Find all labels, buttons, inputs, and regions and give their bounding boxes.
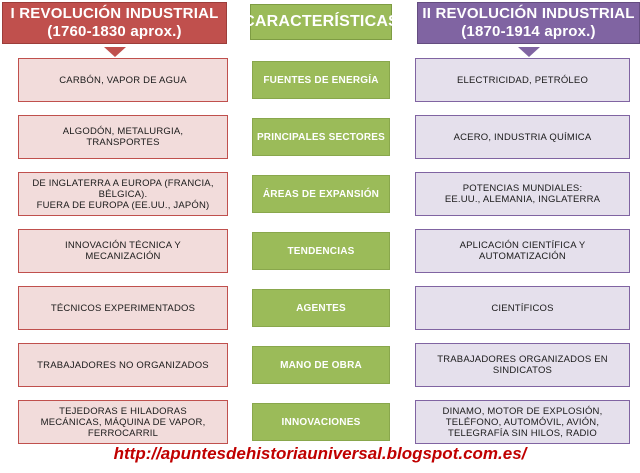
first-cell-line: BÉLGICA).	[98, 188, 148, 200]
characteristic-label: MANO DE OBRA	[280, 359, 362, 371]
arrow-first	[2, 47, 227, 57]
characteristic-cell	[252, 289, 390, 327]
first-cell-line: FERROCARRIL	[87, 427, 159, 439]
characteristic-cell	[252, 232, 390, 270]
characteristic-cell	[252, 403, 390, 441]
arrow-down-icon	[518, 47, 540, 57]
second-cell-line: SINDICATOS	[492, 365, 553, 376]
first-cell	[18, 400, 228, 444]
header-first-revolution	[2, 2, 227, 44]
second-cell-line: DINAMO, MOTOR DE EXPLOSIÓN,	[442, 405, 603, 417]
second-cell-line: TRABAJADORES ORGANIZADOS EN	[437, 354, 608, 365]
characteristic-label: ÁREAS DE EXPANSIÓN	[262, 188, 380, 200]
first-cell	[18, 172, 228, 216]
first-cell-line: TÉCNICOS EXPERIMENTADOS	[50, 302, 196, 314]
characteristic-label: FUENTES DE ENERGÍA	[263, 74, 379, 86]
first-cell-line: MECANIZACIÓN	[85, 251, 161, 262]
header-second-revolution	[417, 2, 640, 44]
characteristic-cell	[252, 61, 390, 99]
characteristic-label: TENDENCIAS	[287, 245, 355, 257]
characteristic-cell	[252, 175, 390, 213]
second-cell-line: POTENCIAS MUNDIALES:	[462, 183, 583, 194]
second-cell	[415, 400, 630, 444]
first-cell-line: DE INGLATERRA A EUROPA (FRANCIA,	[32, 177, 214, 189]
first-cell	[18, 343, 228, 387]
second-cell-line: AUTOMATIZACIÓN	[479, 251, 566, 262]
first-cell-line: INNOVACIÓN TÉCNICA Y	[65, 240, 181, 251]
second-cell	[415, 286, 630, 330]
arrow-second	[417, 47, 640, 57]
second-cell-line: ACERO, INDUSTRIA QUÍMICA	[453, 131, 592, 143]
first-cell-line: TRANSPORTES	[86, 137, 160, 148]
arrow-down-icon	[104, 47, 126, 57]
first-cell	[18, 58, 228, 102]
first-cell-line: FUERA DE EUROPA (EE.UU., JAPÓN)	[36, 199, 210, 211]
first-cell-line: MECÁNICAS, MÁQUINA DE VAPOR,	[40, 416, 206, 428]
second-cell-line: TELÉFONO, AUTOMÓVIL, AVIÓN,	[445, 416, 600, 428]
second-cell-line: ELECTRICIDAD, PETRÓLEO	[456, 74, 589, 86]
header-second-dates: (1870-1914 aprox.)	[461, 23, 596, 40]
characteristic-cell	[252, 118, 390, 156]
characteristic-label: INNOVACIONES	[281, 416, 361, 428]
second-cell-line: TELEGRAFÍA SIN HILOS, RADIO	[448, 427, 597, 439]
first-cell-line: CARBÓN, VAPOR DE AGUA	[59, 74, 187, 86]
first-cell	[18, 229, 228, 273]
second-cell-line: CIENTÍFICOS	[491, 302, 554, 314]
header-first-dates: (1760-1830 aprox.)	[47, 23, 182, 40]
characteristic-label: AGENTES	[296, 302, 346, 314]
second-cell	[415, 343, 630, 387]
second-cell	[415, 229, 630, 273]
header-characteristics-title: CARACTERÍSTICAS	[243, 13, 399, 30]
first-cell-line: ALGODÓN, METALURGIA,	[62, 126, 184, 137]
first-cell-line: TRABAJADORES NO ORGANIZADOS	[37, 359, 209, 371]
header-characteristics	[243, 4, 399, 40]
header-second-title: II REVOLUCIÓN INDUSTRIAL	[422, 5, 635, 22]
characteristic-label: PRINCIPALES SECTORES	[256, 131, 386, 143]
second-cell-line: APLICACIÓN CIENTÍFICA Y	[459, 240, 586, 251]
characteristic-cell	[252, 346, 390, 384]
second-cell	[415, 115, 630, 159]
first-cell	[18, 286, 228, 330]
second-cell	[415, 172, 630, 216]
first-cell	[18, 115, 228, 159]
second-cell	[415, 58, 630, 102]
header-first-title: I REVOLUCIÓN INDUSTRIAL	[10, 5, 219, 22]
footer-url[interactable]: http://apuntesdehistoriauniversal.blogspot.com.es/	[113, 444, 527, 463]
first-cell-line: TEJEDORAS E HILADORAS	[59, 405, 187, 417]
second-cell-line: EE.UU., ALEMANIA, INGLATERRA	[444, 194, 601, 205]
